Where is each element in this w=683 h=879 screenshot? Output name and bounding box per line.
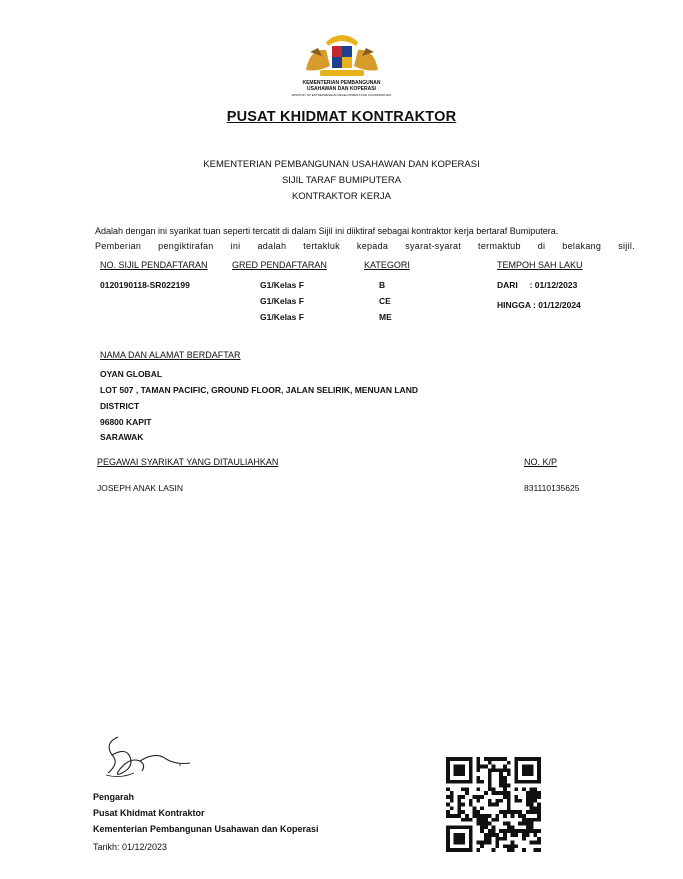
signatory-organization: Pusat Khidmat Kontraktor bbox=[93, 808, 205, 818]
contractor-category: KONTRAKTOR KERJA bbox=[291, 191, 392, 202]
col-validity-heading: TEMPOH SAH LAKU bbox=[497, 260, 583, 270]
col-cert-no-heading: NO. SIJIL PENDAFTARAN bbox=[100, 260, 208, 270]
director-signature bbox=[100, 733, 195, 783]
signatory-ministry: Kementerian Pembangunan Usahawan dan Koperasi bbox=[93, 824, 319, 834]
cert-number: 0120190118-SR022199 bbox=[100, 280, 190, 290]
certificate-type: SIJIL TARAF BUMIPUTERA bbox=[281, 175, 402, 186]
officer-name: JOSEPH ANAK LASIN bbox=[97, 483, 183, 493]
col-grade-heading: GRED PENDAFTARAN bbox=[232, 260, 327, 270]
grade-3: G1/Kelas F bbox=[260, 312, 304, 322]
officer-heading: PEGAWAI SYARIKAT YANG DITAULIAHKAN bbox=[97, 457, 279, 467]
address-line4: SARAWAK bbox=[100, 432, 144, 442]
company-name: OYAN GLOBAL bbox=[100, 369, 163, 379]
address-line1: LOT 507 , TAMAN PACIFIC, GROUND FLOOR, JALAN SELIRIK, MENUAN LAND bbox=[100, 385, 418, 395]
ministry-logo-line1: KEMENTERIAN PEMBANGUNAN bbox=[302, 80, 381, 86]
signatory-title: Pengarah bbox=[93, 792, 135, 802]
category-2: CE bbox=[379, 296, 391, 306]
qr-code bbox=[446, 757, 541, 852]
statement-line1: Adalah dengan ini syarikat tuan seperti tercatit di dalam Sijil ini diiktiraf sebagai kontraktor kerja bertaraf Bumiputera. bbox=[95, 226, 559, 236]
malaysia-coat-of-arms-logo bbox=[296, 30, 388, 80]
officer-id-number: 831110135625 bbox=[524, 483, 580, 493]
grade-1: G1/Kelas F bbox=[260, 280, 304, 290]
address-line3: 96800 KAPIT bbox=[100, 417, 152, 427]
document-title: PUSAT KHIDMAT KONTRAKTOR bbox=[226, 109, 457, 125]
category-1: B bbox=[379, 280, 386, 290]
ministry-logo-line3: MINISTRY OF ENTREPRENEUR DEVELOPMENT AND COOPERATIVES bbox=[291, 93, 392, 97]
valid-to: HINGGA : 01/12/2024 bbox=[497, 300, 581, 310]
statement-line2: Pemberian pengiktirafan ini adalah tertakluk kepada syarat-syarat termaktub di belakang sijil. bbox=[95, 241, 635, 251]
id-number-heading: NO. K/P bbox=[524, 457, 558, 467]
valid-from: DARI : 01/12/2023 bbox=[497, 280, 578, 290]
address-line2: DISTRICT bbox=[100, 401, 140, 411]
col-category-heading: KATEGORI bbox=[364, 260, 410, 270]
issue-date: Tarikh: 01/12/2023 bbox=[93, 842, 168, 852]
address-heading: NAMA DAN ALAMAT BERDAFTAR bbox=[100, 350, 241, 360]
grade-2: G1/Kelas F bbox=[260, 296, 304, 306]
category-3: ME bbox=[379, 312, 392, 322]
ministry-name: KEMENTERIAN PEMBANGUNAN USAHAWAN DAN KOPERASI bbox=[203, 159, 480, 170]
ministry-logo-line2: USAHAWAN DAN KOPERASI bbox=[307, 86, 376, 92]
